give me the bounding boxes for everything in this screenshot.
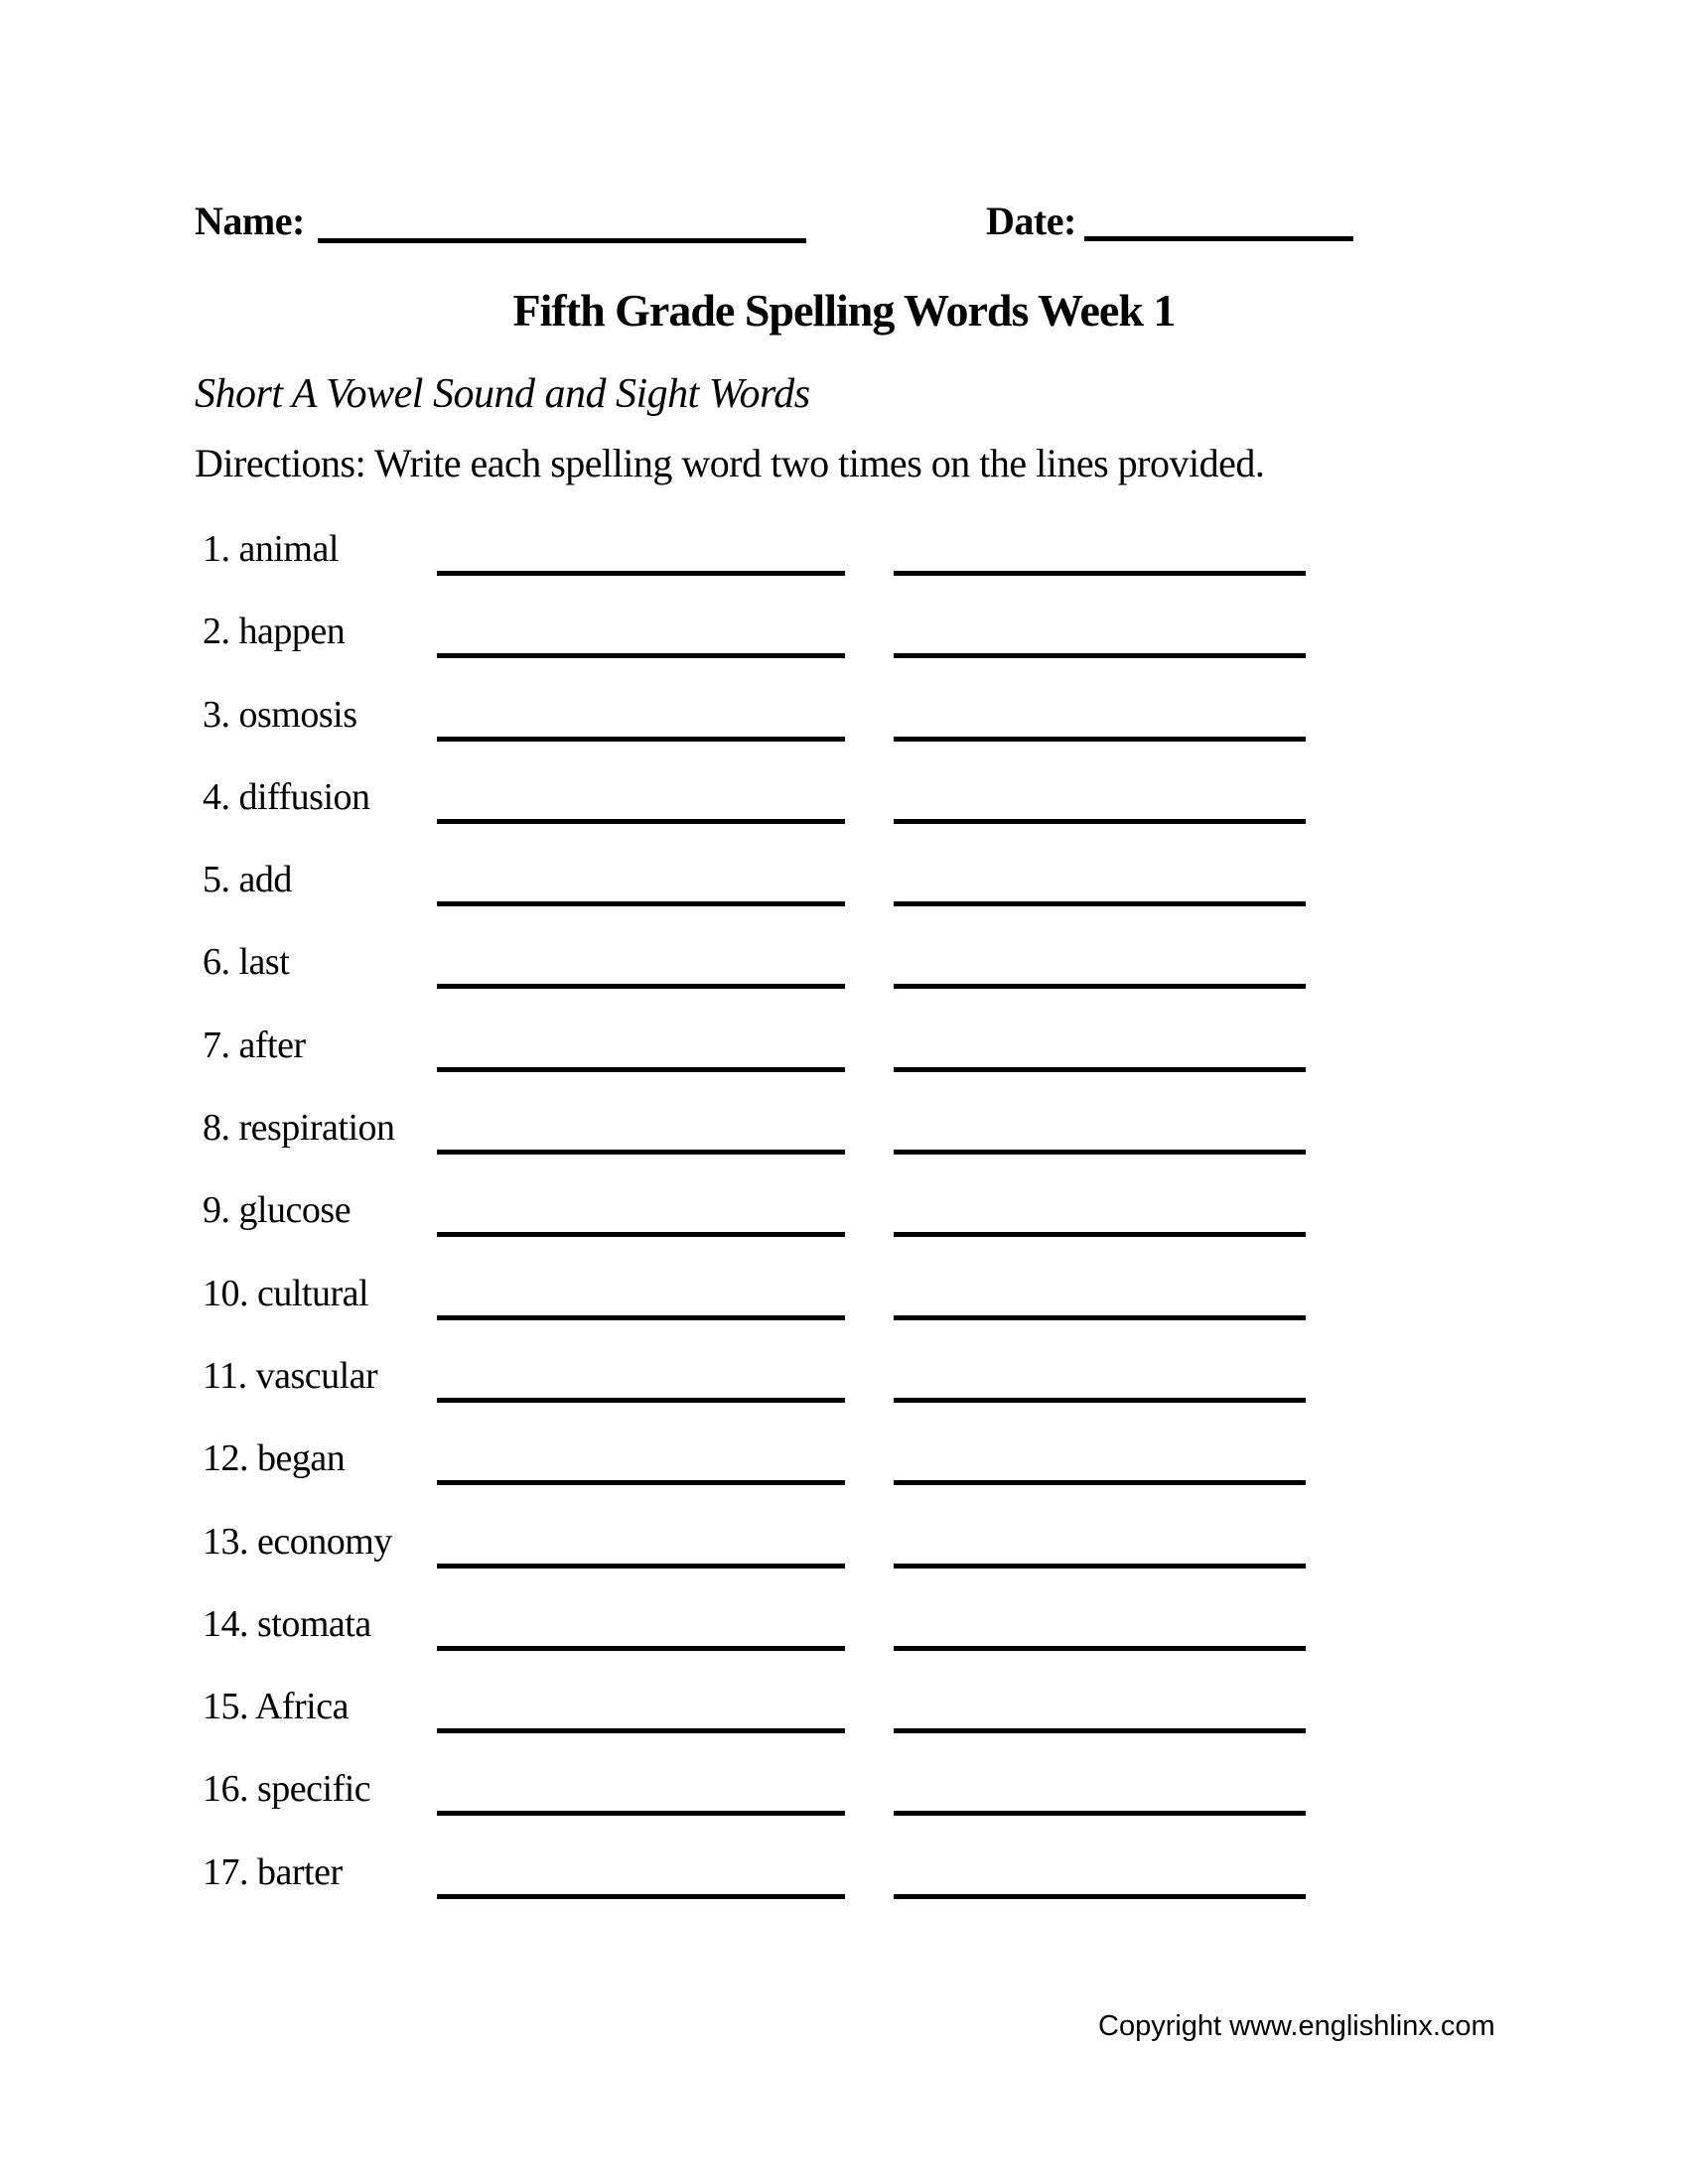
- practice-line-2: [894, 737, 1306, 742]
- practice-line-1: [437, 819, 845, 824]
- practice-line-1: [437, 1150, 845, 1155]
- word-row: [203, 1106, 1483, 1188]
- directions-text: Directions: Write each spelling word two times on the lines provided.: [195, 441, 1265, 485]
- word-row: [203, 693, 1483, 775]
- practice-line-1: [437, 1067, 845, 1072]
- word-label: 4. diffusion: [203, 775, 370, 818]
- practice-line-2: [894, 1398, 1306, 1403]
- word-label: 3. osmosis: [203, 693, 357, 736]
- word-label: 14. stomata: [203, 1602, 371, 1645]
- word-row: [203, 610, 1483, 692]
- practice-line-1: [437, 901, 845, 906]
- practice-line-2: [894, 1480, 1306, 1485]
- practice-line-2: [894, 1067, 1306, 1072]
- word-row: [203, 1685, 1483, 1767]
- word-row: [203, 858, 1483, 940]
- practice-line-1: [437, 984, 845, 989]
- worksheet-title: Fifth Grade Spelling Words Week 1: [512, 285, 1176, 336]
- word-row: [203, 1188, 1483, 1271]
- word-row: [203, 1602, 1483, 1685]
- word-row: [203, 1354, 1483, 1436]
- practice-line-1: [437, 1564, 845, 1569]
- practice-line-2: [894, 1646, 1306, 1651]
- practice-line-2: [894, 901, 1306, 906]
- word-label: 12. began: [203, 1437, 346, 1480]
- word-label: 15. Africa: [203, 1686, 349, 1728]
- word-label: 16. specific: [203, 1768, 371, 1811]
- practice-line-1: [437, 571, 845, 576]
- word-label: 17. barter: [203, 1850, 343, 1893]
- practice-line-2: [894, 1232, 1306, 1237]
- word-list: [203, 527, 1483, 1933]
- word-label: 1. animal: [203, 528, 339, 570]
- practice-line-2: [894, 984, 1306, 989]
- copyright-text: Copyright www.englishlinx.com: [1098, 2010, 1495, 2042]
- name-blank-line: [318, 238, 806, 243]
- practice-line-2: [894, 653, 1306, 658]
- practice-line-2: [894, 1811, 1306, 1816]
- word-row: [203, 1767, 1483, 1849]
- name-label: Name:: [195, 199, 305, 243]
- practice-line-1: [437, 1646, 845, 1651]
- practice-line-1: [437, 1894, 845, 1899]
- practice-line-1: [437, 1232, 845, 1237]
- practice-line-1: [437, 1811, 845, 1816]
- practice-line-2: [894, 571, 1306, 576]
- word-label: 13. economy: [203, 1520, 392, 1563]
- word-row: [203, 1850, 1483, 1933]
- word-label: 2. happen: [203, 611, 346, 653]
- practice-line-2: [894, 1564, 1306, 1569]
- word-label: 9. glucose: [203, 1189, 352, 1232]
- practice-line-2: [894, 1894, 1306, 1899]
- word-row: [203, 940, 1483, 1023]
- date-blank-line: [1084, 236, 1353, 241]
- word-row: [203, 1272, 1483, 1354]
- practice-line-1: [437, 1398, 845, 1403]
- word-row: [203, 527, 1483, 610]
- word-row: [203, 1436, 1483, 1519]
- date-label: Date:: [986, 199, 1076, 243]
- practice-line-1: [437, 737, 845, 742]
- word-row: [203, 1024, 1483, 1106]
- word-label: 8. respiration: [203, 1107, 395, 1150]
- practice-line-1: [437, 653, 845, 658]
- practice-line-2: [894, 1728, 1306, 1733]
- practice-line-2: [894, 819, 1306, 824]
- practice-line-2: [894, 1315, 1306, 1320]
- word-label: 6. last: [203, 941, 290, 984]
- word-label: 11. vascular: [203, 1354, 378, 1397]
- word-label: 5. add: [203, 859, 292, 901]
- practice-line-1: [437, 1728, 845, 1733]
- word-row: [203, 1520, 1483, 1602]
- practice-line-1: [437, 1480, 845, 1485]
- practice-line-2: [894, 1150, 1306, 1155]
- word-row: [203, 775, 1483, 858]
- practice-line-1: [437, 1315, 845, 1320]
- word-label: 7. after: [203, 1024, 306, 1066]
- word-label: 10. cultural: [203, 1272, 369, 1314]
- worksheet-subtitle: Short A Vowel Sound and Sight Words: [195, 371, 810, 417]
